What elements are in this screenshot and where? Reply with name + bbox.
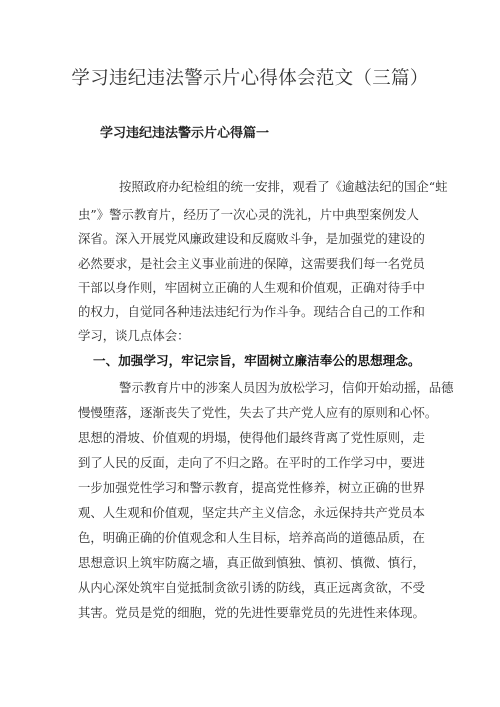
body-line-4: 到了人民的反面，走向了不归之路。在平时的工作学习中，要进 (78, 455, 425, 470)
body-line-2: 慢慢堕落，逐渐丧失了党性，失去了共产党人应有的原则和心怀。 (78, 405, 438, 420)
intro-line-6: 的权力，自觉同各种违法违纪行为作斗争。现结合自己的工作和 (78, 304, 425, 319)
body-line-6: 观、人生观和价值观，坚定共产主义信念，永远保持共产党员本 (78, 505, 425, 520)
intro-line-1: 按照政府办纪检组的统一安排，观看了《逾越法纪的国企“蛀 (119, 179, 448, 194)
intro-line-2: 虫”》警示教育片，经历了一次心灵的洗礼，片中典型案例发人 (78, 207, 419, 222)
section-subtitle: 学习违纪违法警示片心得篇一 (100, 126, 270, 141)
intro-line-3: 深省。深入开展党风廉政建设和反腐败斗争，是加强党的建设的 (78, 231, 425, 246)
section-heading: 一、加强学习，牢记宗旨，牢固树立廉洁奉公的思想理念。 (93, 353, 421, 368)
body-line-7: 色，明确正确的价值观念和人生目标，培养高尚的道德品质，在 (78, 530, 425, 545)
intro-line-7: 学习，谈几点体会： (78, 328, 190, 343)
body-line-9: 从内心深处筑牢自觉抵制贪欲引诱的防线，真正远离贪欲，不受 (78, 580, 425, 595)
body-line-5: 一步加强党性学习和警示教育，提高党性修养，树立正确的世界 (78, 480, 425, 495)
body-line-3: 思想的滑坡、价值观的坍塌，使得他们最终背离了党性原则，走 (78, 430, 425, 445)
body-line-1: 警示教育片中的涉案人员因为放松学习，信仰开始动摇，品德 (119, 380, 454, 395)
document-title: 学习违纪违法警示片心得体会范文（三篇） (71, 68, 429, 89)
body-line-10: 其害。党员是党的细胞，党的先进性要靠党员的先进性来体现。 (78, 605, 425, 620)
intro-line-4: 必然要求，是社会主义事业前进的保障，这需要我们每一名党员 (78, 256, 425, 271)
intro-line-5: 干部以身作则，牢固树立正确的人生观和价值观，正确对待手中 (78, 280, 425, 295)
body-line-8: 思想意识上筑牢防腐之墙，真正做到慎独、慎初、慎微、慎行， (78, 555, 425, 570)
